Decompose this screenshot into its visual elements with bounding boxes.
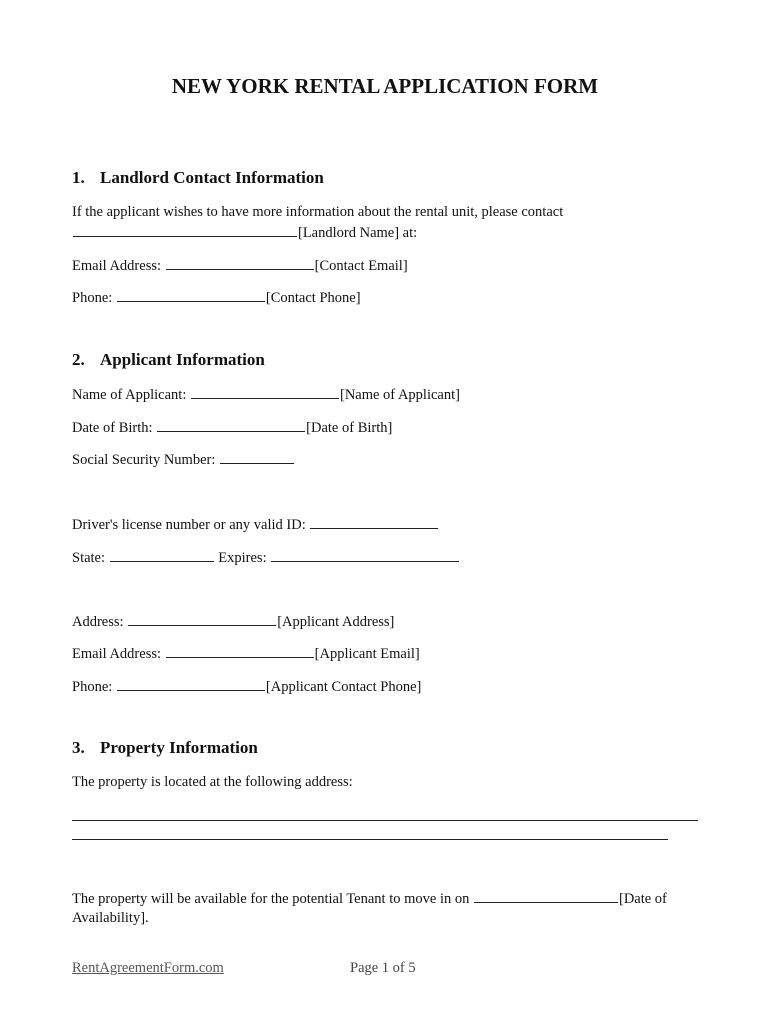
- applicant-email-label: Email Address:: [72, 646, 162, 662]
- footer-page-number: Page 1 of 5: [350, 960, 416, 976]
- applicant-dob-suffix: [Date of Birth]: [306, 420, 393, 436]
- applicant-name-suffix: [Name of Applicant]: [339, 387, 460, 403]
- applicant-email-blank[interactable]: [166, 645, 314, 658]
- section-3-heading: [72, 738, 258, 758]
- section-3-title: Property Information: [100, 738, 258, 757]
- landlord-phone-label: Phone:: [72, 290, 113, 306]
- landlord-phone-suffix: [Contact Phone]: [265, 290, 361, 306]
- applicant-address-label: Address:: [72, 614, 124, 630]
- applicant-expires-blank[interactable]: [271, 549, 459, 562]
- applicant-state-line: [72, 549, 460, 567]
- document-title: NEW YORK RENTAL APPLICATION FORM: [171, 74, 599, 98]
- applicant-name-label: Name of Applicant:: [72, 387, 187, 403]
- applicant-ssn-label: Social Security Number:: [72, 452, 216, 468]
- applicant-license-blank[interactable]: [310, 516, 438, 529]
- applicant-license-label: Driver's license number or any valid ID:: [72, 517, 306, 533]
- applicant-phone-line: [72, 678, 421, 696]
- availability-text: The property will be available for the potential Tenant to move in on: [72, 891, 470, 907]
- section-2-number: 2.: [72, 350, 85, 369]
- landlord-email-line: [72, 257, 408, 275]
- section-1-number: 1.: [72, 168, 85, 187]
- section-1-title: Landlord Contact Information: [100, 168, 324, 187]
- landlord-name-line: [72, 224, 417, 242]
- landlord-phone-line: [72, 289, 361, 307]
- applicant-email-suffix: [Applicant Email]: [314, 646, 420, 662]
- applicant-state-label: State:: [72, 550, 106, 566]
- availability-suffix: [Date of: [618, 891, 667, 907]
- availability-line-2: Availability].: [72, 910, 149, 926]
- applicant-address-suffix: [Applicant Address]: [277, 614, 395, 630]
- applicant-dob-blank[interactable]: [157, 419, 305, 432]
- applicant-expires-label: Expires:: [218, 550, 267, 566]
- landlord-phone-blank[interactable]: [117, 289, 265, 302]
- landlord-intro-line: If the applicant wishes to have more information about the rental unit, please contact: [72, 204, 564, 220]
- applicant-phone-suffix: [Applicant Contact Phone]: [265, 679, 422, 695]
- section-1-heading: [72, 168, 324, 188]
- applicant-ssn-blank[interactable]: [220, 451, 294, 464]
- property-address-blank-2[interactable]: [72, 839, 668, 840]
- applicant-email-line: [72, 645, 420, 663]
- applicant-name-line: [72, 386, 460, 404]
- applicant-address-line: [72, 613, 394, 631]
- applicant-state-blank[interactable]: [110, 549, 214, 562]
- applicant-name-blank[interactable]: [191, 386, 339, 399]
- applicant-ssn-line: [72, 451, 295, 469]
- section-2-title: Applicant Information: [100, 350, 265, 369]
- property-address-blank-1[interactable]: [72, 820, 698, 821]
- applicant-dob-line: [72, 419, 392, 437]
- property-located-line: The property is located at the following address:: [72, 774, 353, 790]
- landlord-email-label: Email Address:: [72, 258, 162, 274]
- landlord-email-blank[interactable]: [166, 257, 314, 270]
- section-2-heading: [72, 350, 265, 370]
- landlord-name-blank[interactable]: [73, 224, 297, 237]
- section-3-number: 3.: [72, 738, 85, 757]
- landlord-email-suffix: [Contact Email]: [314, 258, 408, 274]
- footer-site-link[interactable]: RentAgreementForm.com: [72, 960, 224, 976]
- applicant-dob-label: Date of Birth:: [72, 420, 153, 436]
- applicant-license-line: [72, 516, 439, 534]
- applicant-address-blank[interactable]: [128, 613, 276, 626]
- applicant-phone-blank[interactable]: [117, 678, 265, 691]
- availability-line: [72, 890, 667, 908]
- landlord-name-suffix: [Landlord Name] at:: [298, 225, 418, 241]
- applicant-phone-label: Phone:: [72, 679, 113, 695]
- availability-date-blank[interactable]: [474, 890, 618, 903]
